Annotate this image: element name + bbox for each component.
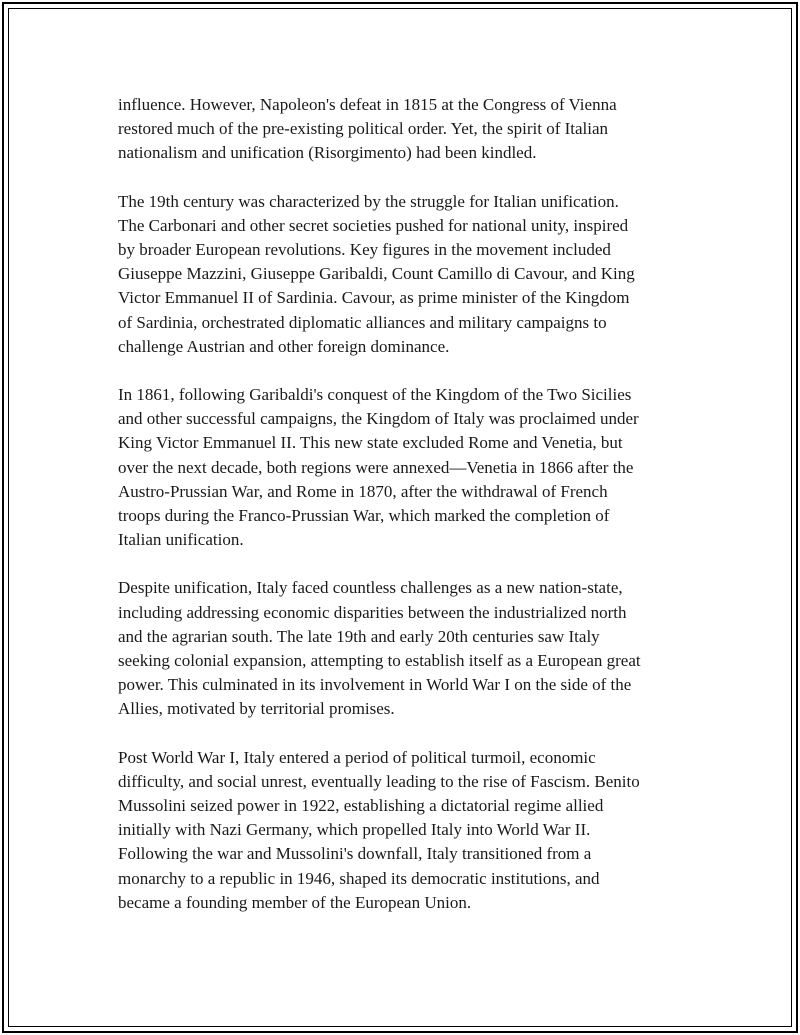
- paragraph: influence. However, Napoleon's defeat in 1815 at the Congress of Vienna restored much of the pre-existing political order. Yet, the spirit of Italian nationalism and unification (Risorgimento) had been kindled.: [118, 95, 617, 163]
- paragraph: In 1861, following Garibaldi's conquest of the Kingdom of the Two Sicilies and other successful campaigns, the Kingdom of Italy was proclaimed under King Victor Emmanuel II. This new state excluded Rome and Venetia, but over the next decade, both regions were annexed—Venetia in 1866 after the Austro-Prussian War, and Rome in 1870, after the withdrawal of French troops during the Franco-Prussian War, which marked the completion of Italian unification.: [118, 385, 639, 550]
- paragraph: The 19th century was characterized by the struggle for Italian unification. The Carbonari and other secret societies pushed for national unity, inspired by broader European revolutions. Key figures in the movement included Giuseppe Mazzini, Giuseppe Garibaldi, Count Camillo di Cavour, and King Victor Emmanuel II of Sardinia. Cavour, as prime minister of the Kingdom of Sardinia, orchestrated diplomatic alliances and military campaigns to challenge Austrian and other foreign dominance.: [118, 191, 635, 356]
- paragraph: Post World War I, Italy entered a period of political turmoil, economic difficulty, and social unrest, eventually leading to the rise of Fascism. Benito Mussolini seized power in 1922, establishing a dictatorial regime allied initially with Nazi Germany, which propelled Italy into World War II. Following the war and Mussolini's downfall, Italy transitioned from a monarchy to a republic in 1946, shaped its democratic institutions, and became a founding member of the European Union.: [118, 747, 640, 912]
- document-body: [118, 93, 708, 939]
- paragraph: Despite unification, Italy faced countless challenges as a new nation-state, including addressing economic disparities between the industrialized north and the agrarian south. The late 19th and early 20th centuries saw Italy seeking colonial expansion, attempting to establish itself as a European great power. This culminated in its involvement in World War I on the side of the Allies, motivated by territorial promises.: [118, 578, 641, 719]
